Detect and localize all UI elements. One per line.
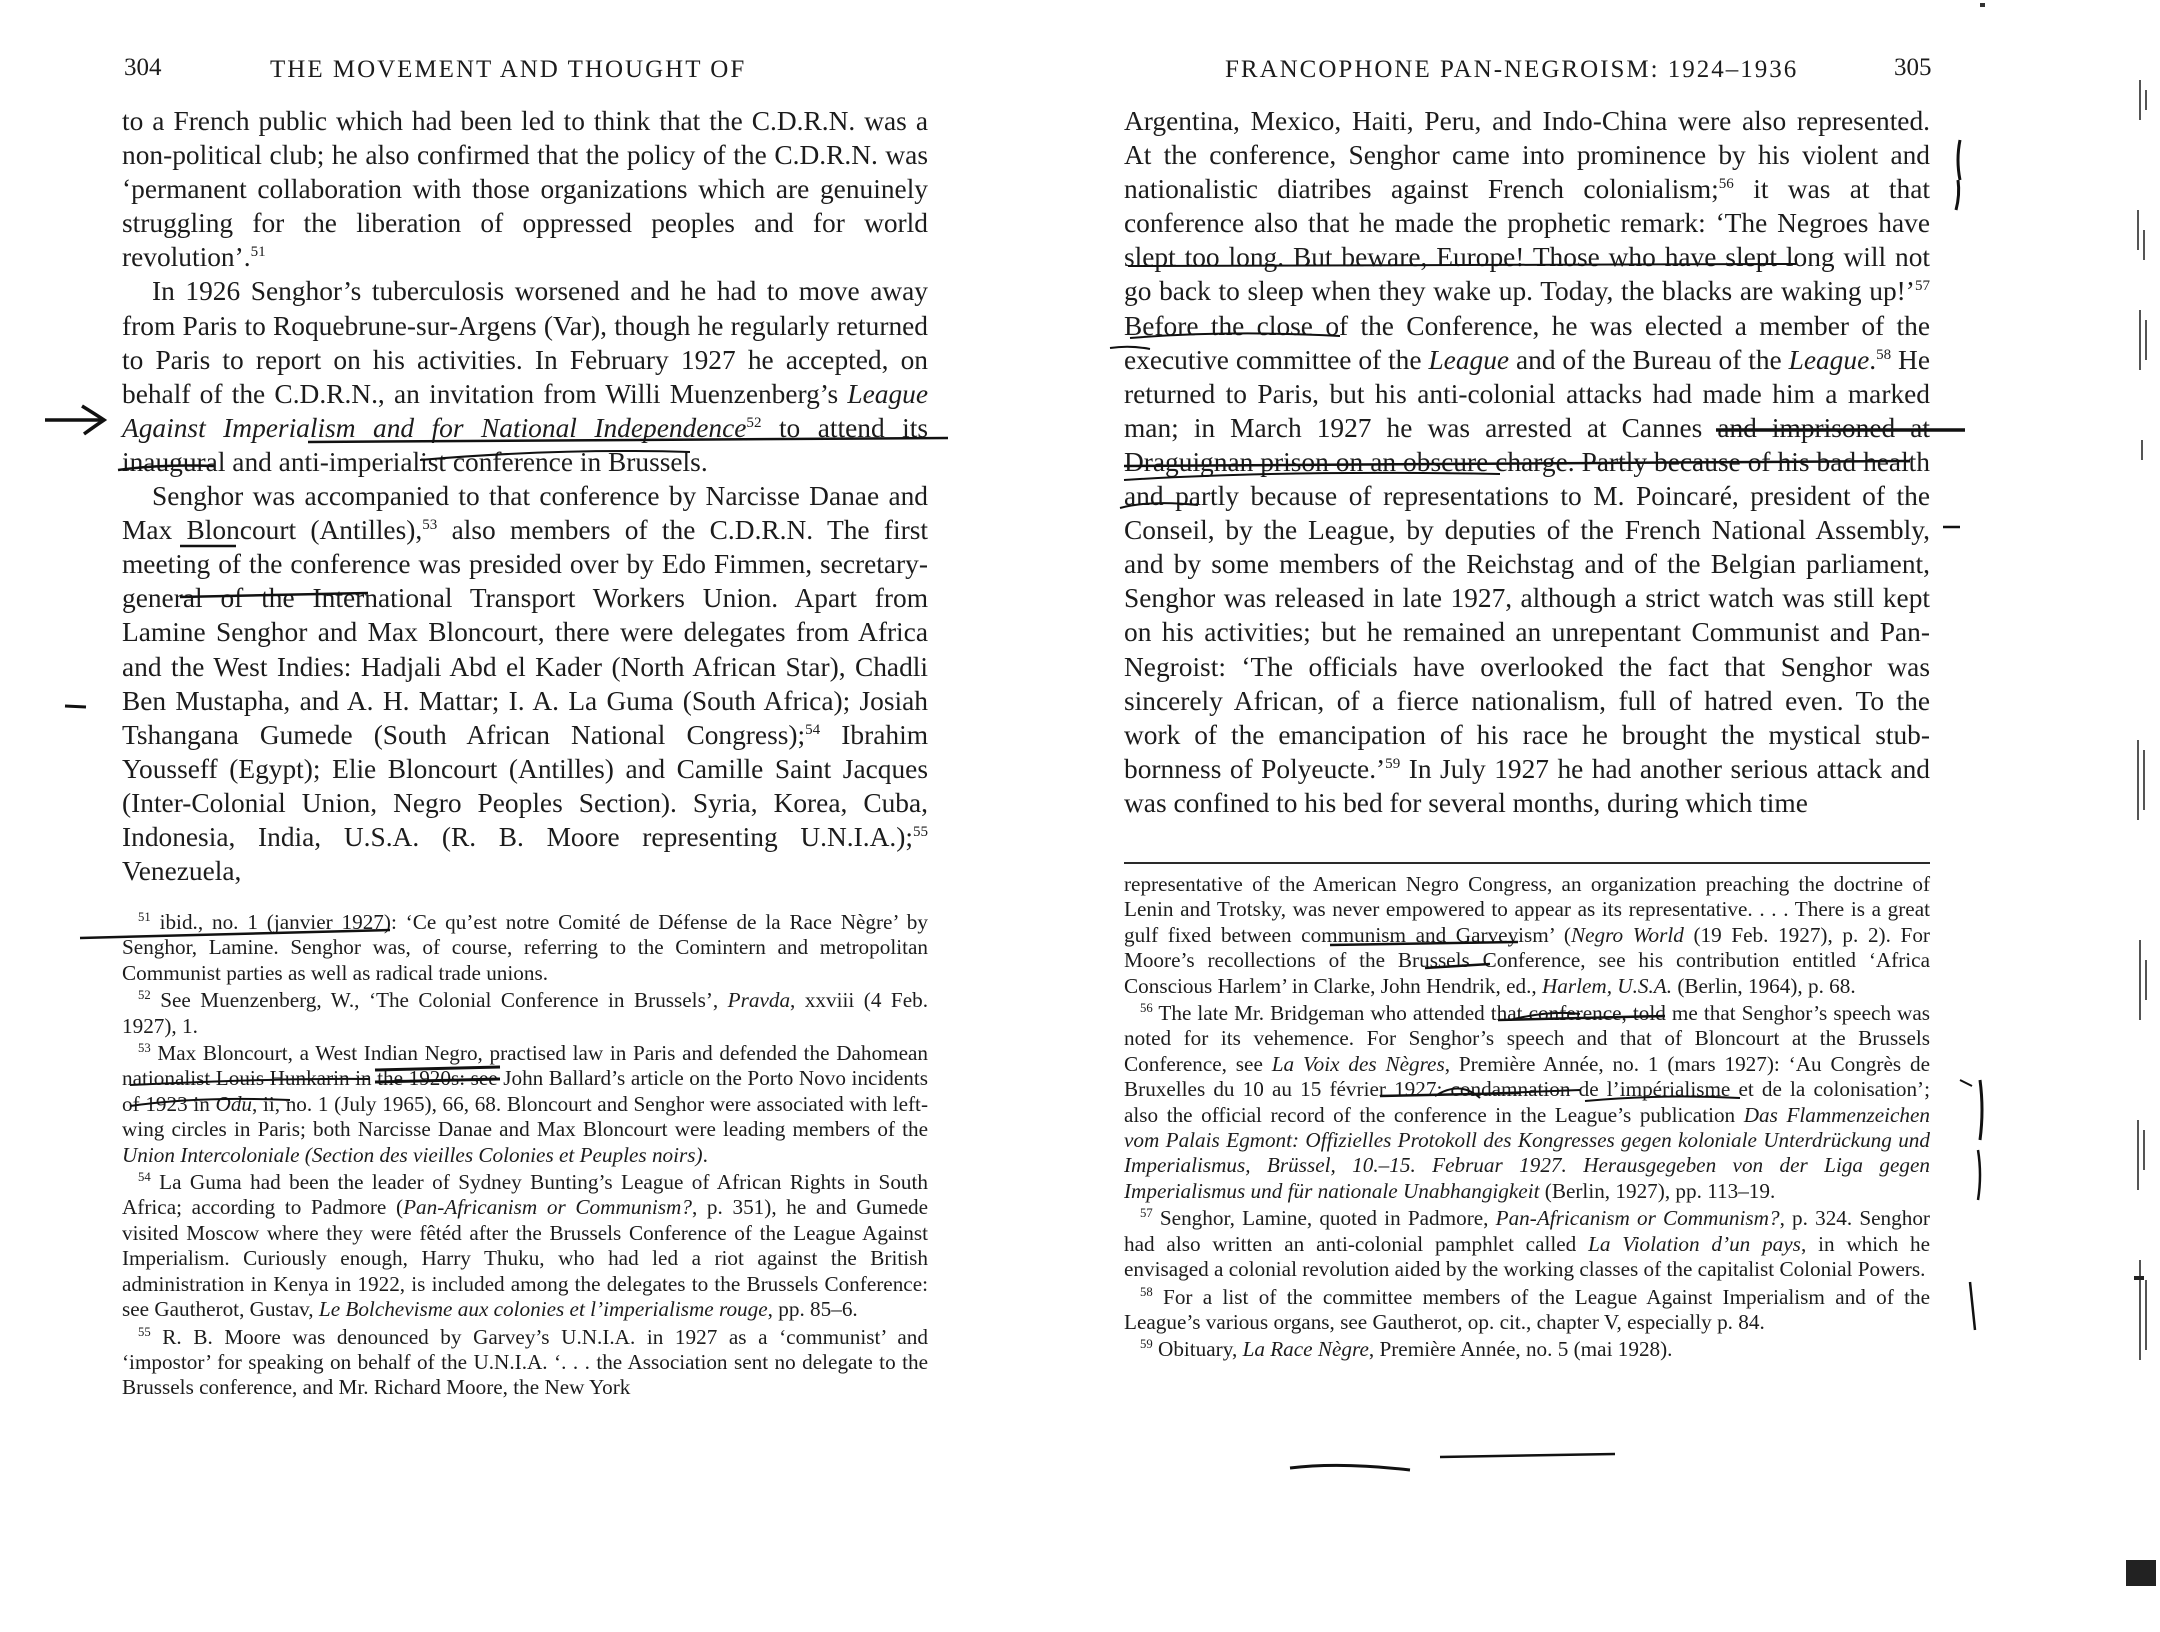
scan-edge-noise: [2120, 60, 2160, 1620]
note-ref: 59: [1140, 1337, 1153, 1352]
paragraph: [122, 104, 928, 274]
text-run: In 1926 Senghor’s tuberculosis worsened and he had to move away from Paris to Roquebrune-sur-Argens (Var), though he regularly returned to Paris to report on his activities. In February 1927 he accepted, on behalf of the C.D.R.N., an invitation from Willi Muenzenberg’s: [122, 276, 928, 409]
footnote: [122, 910, 928, 986]
italic-text: Das Flammenzeichen vom Palais Egmont: Offizielles Protokoll des Kongresses gegen koloniale Unterdrückung und Imperialismus, Brüssel, 10.–15. Februar 1927. Herausgegeben von der Liga gegen Imperialismus und für nationale Unabhangigkeit: [1124, 1102, 1930, 1203]
page-number-left: 304: [124, 54, 162, 81]
margin-arrow-icon: [40, 400, 120, 440]
note-ref: 53: [422, 517, 438, 533]
right-footnotes: [1124, 872, 1930, 1365]
text-run: Senghor, Lamine, quoted in Padmore,: [1152, 1206, 1496, 1231]
text-run: See Muenzenberg, W., ‘The Colonial Conference in Brussels’,: [150, 988, 728, 1013]
text-run: ibid., no. 1 (janvier 1927): ‘Ce qu’est notre Comité de Défense de la Race Nègre’ by Senghor, Lamine. Senghor was, of course, referring to the Comintern and metropolitan Communist parties as well as radical trade unions.: [122, 910, 928, 985]
text-run: Before the close of the Conference, he was elected a member of the executive committee of the: [1124, 310, 1930, 375]
italic-text: League: [1788, 344, 1870, 375]
paragraph: [1124, 104, 1930, 820]
text-run: .: [1869, 344, 1877, 375]
note-ref: 54: [138, 1170, 151, 1184]
note-ref: 53: [138, 1040, 151, 1055]
text-run: , in which he envisaged a colonial revolution aided by the working classes of the capitalist Colonial Powers.: [1124, 1231, 1930, 1282]
text-run: also members of the C.D.R.N. The first meeting of the conference was presided over by Edo Fimmen, secretary-general of the International Transport Workers Union. Apart from Lamine Senghor and Max Bloncourt, there were delegates from Africa and the West Indies: Hadjali Abd el Kader (North African Star), Chadli Ben Mustapha, and A. H. Mattar; I. A. La Guma (South Africa); Josiah Tshangana Gumede (South African National Congress);: [122, 515, 928, 750]
italic-text: La Voix des Nègres: [1271, 1051, 1445, 1076]
footnote: [122, 1041, 928, 1168]
note-ref: 55: [912, 823, 928, 840]
italic-text: La Violation d’un pays: [1588, 1231, 1801, 1256]
note-ref: 58: [1876, 346, 1892, 363]
running-head-right: FRANCOPHONE PAN-NEGROISM: 1924–1936: [1225, 56, 1799, 83]
note-ref: 51: [250, 244, 266, 261]
left-footnotes: [122, 910, 928, 1403]
italic-text: League: [1428, 344, 1510, 375]
text-run: .: [702, 1142, 708, 1167]
right-body-text: [1124, 104, 1930, 820]
note-ref: 54: [805, 721, 821, 738]
left-body-text: [122, 104, 928, 888]
note-ref: 52: [746, 414, 762, 431]
italic-text: Harlem, U.S.A.: [1541, 973, 1673, 998]
note-ref: 55: [138, 1324, 151, 1339]
italic-text: La Race Nègre: [1242, 1337, 1369, 1362]
italic-text: Le Bolchevisme aux colonies et l’imperialisme rouge: [318, 1297, 768, 1322]
text-run: The late Mr. Bridgeman who attended that conference, told me that Senghor’s speech was noted for its vehemence. For Senghor’s speech and that of Bloncourt at the Brussels Conference, see: [1124, 1001, 1930, 1076]
text-run: , Première Année, no. 5 (mai 1928).: [1368, 1337, 1673, 1362]
text-run: (19 Feb. 1927), p. 2). For Moore’s recollections of the Brussels Conference, see his contribution entitled ‘Africa Conscious Harlem’ in Clarke, John Hendrik, ed.,: [1124, 922, 1930, 998]
text-run: , xxviii (4 Feb. 1927), 1.: [122, 988, 928, 1038]
running-head-left: THE MOVEMENT AND THOUGHT OF: [270, 56, 747, 83]
footnote: [122, 1170, 928, 1322]
page-number-right: 305: [1894, 54, 1932, 81]
footnote: [1124, 1001, 1930, 1204]
text-run: Max Bloncourt, a West Indian Negro, practised law in Paris and defended the Dahomean nationalist Louis Hunkarin in the 1920s: see John Ballard’s article on the Porto Novo incidents of 1923 in: [122, 1041, 928, 1116]
text-run: representative of the American Negro Congress, an organization preaching the doctrine of Lenin and Trotsky, was never empowered to appear as its representative. . . . There is a great gulf fixed between communism and Garveyism’ (: [1124, 872, 1930, 947]
paragraph: [122, 274, 928, 479]
note-ref: 57: [1140, 1206, 1153, 1221]
footnote: [1124, 1337, 1930, 1362]
top-speck: [1980, 0, 2010, 14]
text-run: La Guma had been the leader of Sydney Bunting’s League of African Rights in South Africa; according to Padmore (: [122, 1170, 928, 1220]
note-ref: 59: [1385, 755, 1401, 772]
text-run: to a French public which had been led to think that the C.D.R.N. was a non-political club; he also confirmed that the policy of the C.D.R.N. was ‘permanent collaboration with those organizations which are genuinely struggling for the liberation of oppressed peoples and for world revolution’.: [122, 106, 928, 273]
text-run: Senghor was accompanied to that conference by Narcisse Danae and Max Bloncourt (Antilles),: [122, 481, 928, 546]
footnote: [122, 1325, 928, 1401]
italic-text: Odu: [215, 1091, 253, 1116]
text-run: Obituary,: [1152, 1337, 1243, 1362]
italic-text: Negro World: [1570, 922, 1684, 947]
right-page: [1080, 0, 2160, 1632]
note-ref: 56: [1718, 176, 1734, 193]
note-ref: 51: [138, 909, 151, 924]
paragraph: [122, 479, 928, 888]
text-run: In July 1927 he had another serious attack and was confined to his bed for several months, during which time: [1124, 753, 1931, 818]
text-run: Argentina, Mexico, Haiti, Peru, and Indo-China were also represented. At the conference, Senghor came into prominence by his violent and nationalistic diatribes against French colonialism;: [1124, 106, 1930, 205]
text-run: (Berlin, 1964), p. 68.: [1672, 973, 1856, 998]
text-run: R. B. Moore was denounced by Garvey’s U.N.I.A. in 1927 as a ‘communist’ and ‘impostor’ for speaking on behalf of the U.N.I.A. ‘. . . the Association sent no delegate to the Brussels conference, and Mr. Richard Moore, the New York: [122, 1324, 928, 1400]
footnote-rule: [1124, 862, 1930, 864]
italic-text: Pravda: [727, 988, 791, 1013]
text-run: , ii, no. 1 (July 1965), 66, 68. Bloncourt and Senghor were associated with left-wing circles in Paris; both Narcisse Danae and Max Bloncourt were leading members of the: [122, 1091, 928, 1142]
note-ref: 52: [138, 988, 151, 1003]
text-run: Venezuela,: [122, 856, 242, 887]
text-run: and of the Bureau of the: [1509, 344, 1789, 375]
text-run: to attend its inaugural and anti-imperialist conference in Brussels.: [122, 412, 928, 477]
footnote: [122, 988, 928, 1039]
italic-text: Pan-Africanism or Communism?: [403, 1195, 692, 1220]
text-run: He returned to Paris, but his anti-colonial attacks had made him a marked man; in March 1927 he was arrested at Cannes and imprisoned at Draguignan prison on an obscure charge. Partly because of his bad health and partly because of representations to M. Poincaré, president of the Conseil, by the League, by deputies of the French National Assembly, and by some members of the Reichstag and of the Belgian parliament, Senghor was released in late 1927, although a strict watch was still kept on his activities; but he remained an unrepentant Communist and Pan-Negroist: ‘The officials have overlooked the fact that Senghor was sincerely African, of a fierce nationalism, full of hatred even. To the work of the emancipation of his race he brought the mystical stubbornness of Polyeucte.’: [1124, 344, 1930, 784]
note-ref: 58: [1140, 1284, 1153, 1299]
margin-dash-icon: [62, 700, 92, 712]
italic-text: League Against Imperialism and for National Independence: [122, 378, 928, 443]
text-run: , p. 351), he and Gumede visited Moscow where they were fêtéd after the Brussels Conference of the League Against Imperialism. Curiously enough, Harry Thuku, who had led a riot against the British administration in Kenya in 1922, is included among the delegates to the Brussels Conference: see Gautherot, Gustav,: [122, 1195, 929, 1322]
footnote: [1124, 1206, 1930, 1282]
text-run: Ibrahim Yousseff (Egypt); Elie Bloncourt (Antilles) and Camille Saint Jacques (Inter-Colonial Union, Negro Peoples Section). Syria, Korea, Cuba, Indonesia, India, U.S.A. (R. B. Moore representing U.N.I.A.);: [122, 719, 928, 852]
text-run: (Berlin, 1927), pp. 113–19.: [1539, 1178, 1776, 1203]
footnote: [1124, 872, 1930, 999]
italic-text: Union Intercoloniale (Section des vieilles Colonies et Peuples noirs): [122, 1142, 703, 1167]
text-run: , p. 324. Senghor had also written an anti-colonial pamphlet called: [1124, 1206, 1930, 1256]
note-ref: 56: [1140, 1000, 1153, 1015]
note-ref: 57: [1914, 278, 1930, 295]
italic-text: Pan-Africanism or Communism?: [1495, 1206, 1780, 1231]
text-run: , Première Année, no. 1 (mars 1927): ‘Au Congrès de Bruxelles du 10 au 15 février 1927: condamnation de l’impérialisme et de la colonisation’; also the official record of the conference in the League’s publication: [1124, 1051, 1930, 1127]
footnote: [1124, 1285, 1930, 1336]
text-run: it was at that conference also that he made the prophetic remark: ‘The Negroes have slept too long. But beware, Europe! Those who have slept long will not go back to sleep when they wake up. Today, the blacks are waking up!’: [1124, 174, 1930, 307]
text-run: For a list of the committee members of the League Against Imperialism and of the League’s various organs, see Gautherot, op. cit., chapter V, especially p. 84.: [1124, 1284, 1930, 1334]
text-run: , pp. 85–6.: [767, 1297, 858, 1322]
